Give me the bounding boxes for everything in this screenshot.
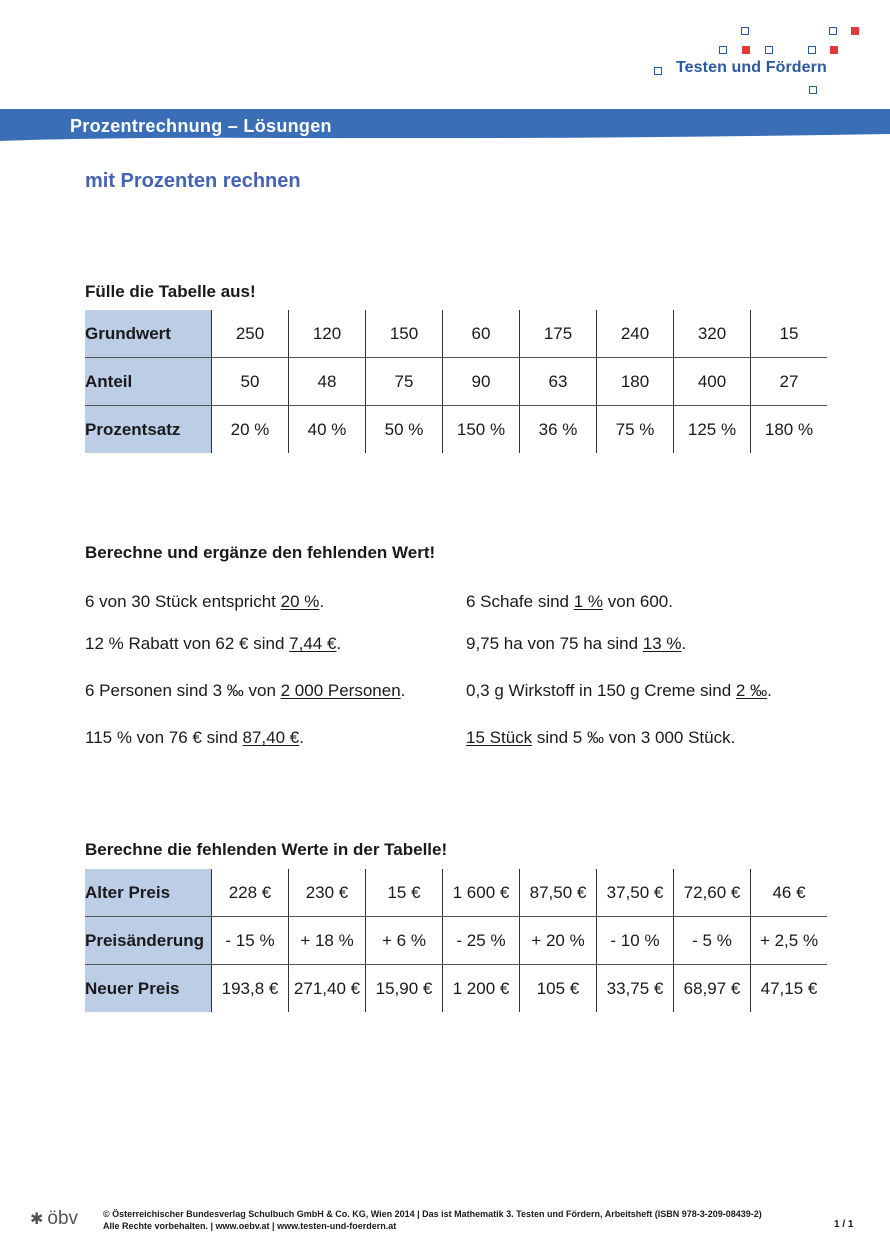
table-cell: 48 bbox=[289, 358, 366, 406]
row-label: Alter Preis bbox=[85, 869, 212, 917]
logo-square-icon bbox=[741, 27, 749, 35]
table-cell: 1 200 € bbox=[443, 965, 520, 1013]
exercise-line bbox=[466, 634, 686, 654]
exercise-text: 6 Schafe sind bbox=[466, 592, 574, 611]
logo-square-icon bbox=[809, 86, 817, 94]
table-cell: + 2,5 % bbox=[751, 917, 828, 965]
footer-line2: Alle Rechte vorbehalten. | www.oebv.at | www.testen-und-foerdern.at bbox=[103, 1221, 397, 1231]
table-cell: 1 600 € bbox=[443, 869, 520, 917]
table-cell: 125 % bbox=[674, 406, 751, 454]
exercise-text: 115 % von 76 € sind bbox=[85, 728, 243, 747]
table-cell: + 18 % bbox=[289, 917, 366, 965]
table-cell: 87,50 € bbox=[520, 869, 597, 917]
table-cell: 15 € bbox=[366, 869, 443, 917]
exercise-answer: 15 Stück bbox=[466, 728, 533, 747]
exercise-line bbox=[85, 681, 405, 701]
table-cell: 63 bbox=[520, 358, 597, 406]
table-cell: 400 bbox=[674, 358, 751, 406]
testen-und-foerdern-logo bbox=[650, 22, 870, 100]
table-cell: 240 bbox=[597, 310, 674, 358]
row-label: Preisänderung bbox=[85, 917, 212, 965]
table-row bbox=[85, 310, 827, 358]
exercise-line bbox=[466, 681, 772, 701]
exercise-answer: 2 000 Personen bbox=[280, 681, 401, 700]
section3-heading: Berechne die fehlenden Werte in der Tabelle! bbox=[85, 840, 448, 859]
logo-square-icon bbox=[719, 46, 727, 54]
exercise-text: 9,75 ha von 75 ha sind bbox=[466, 634, 643, 653]
price-table-body bbox=[85, 869, 827, 1012]
table-cell: 36 % bbox=[520, 406, 597, 454]
publisher-star-icon: ✱ bbox=[30, 1211, 44, 1228]
table-cell: 193,8 € bbox=[212, 965, 289, 1013]
exercise-answer: 7,44 € bbox=[289, 634, 337, 653]
exercise-answer: 2 ‰ bbox=[735, 681, 768, 700]
footer-line1: © Österreichischer Bundesverlag Schulbuch GmbH & Co. KG, Wien 2014 | Das ist Mathematik 3. Testen und Fördern, Arbeitsheft (ISBN 978-3-209-08439-2) bbox=[103, 1209, 762, 1219]
logo-text: Testen und Fördern bbox=[676, 59, 827, 76]
table-cell: 68,97 € bbox=[674, 965, 751, 1013]
table-cell: 320 bbox=[674, 310, 751, 358]
exercise-answer: 1 % bbox=[573, 592, 604, 611]
table-cell: 175 bbox=[520, 310, 597, 358]
row-label: Anteil bbox=[85, 358, 212, 406]
table-cell: 46 € bbox=[751, 869, 828, 917]
exercise-text: . bbox=[681, 634, 687, 653]
table-row bbox=[85, 358, 827, 406]
table-cell: - 15 % bbox=[212, 917, 289, 965]
table-cell: 250 bbox=[212, 310, 289, 358]
publisher-brand: öbv bbox=[47, 1208, 79, 1229]
table-cell: 27 bbox=[751, 358, 828, 406]
table-cell: 230 € bbox=[289, 869, 366, 917]
table-cell: 50 bbox=[212, 358, 289, 406]
table-cell: 15,90 € bbox=[366, 965, 443, 1013]
publisher-logo bbox=[30, 1208, 78, 1230]
percentage-table-body bbox=[85, 310, 827, 453]
table-row bbox=[85, 917, 827, 965]
table-cell: + 6 % bbox=[366, 917, 443, 965]
table-cell: - 25 % bbox=[443, 917, 520, 965]
table-cell: 120 bbox=[289, 310, 366, 358]
table-cell: 20 % bbox=[212, 406, 289, 454]
logo-square-icon bbox=[830, 46, 838, 54]
table-cell: + 20 % bbox=[520, 917, 597, 965]
exercise-text: . bbox=[400, 681, 406, 700]
exercise-text: . bbox=[299, 728, 304, 747]
table-cell: 75 bbox=[366, 358, 443, 406]
row-label: Neuer Preis bbox=[85, 965, 212, 1013]
row-label: Prozentsatz bbox=[85, 406, 212, 454]
page-number: 1 / 1 bbox=[834, 1219, 854, 1230]
table-cell: 105 € bbox=[520, 965, 597, 1013]
page-title: Prozentrechnung – Lösungen bbox=[70, 116, 332, 136]
exercise-text: von 600. bbox=[603, 592, 673, 611]
table-cell: 180 % bbox=[751, 406, 828, 454]
page-subtitle: mit Prozenten rechnen bbox=[85, 170, 301, 192]
table-cell: 90 bbox=[443, 358, 520, 406]
table-cell: 37,50 € bbox=[597, 869, 674, 917]
table-cell: 72,60 € bbox=[674, 869, 751, 917]
table-row bbox=[85, 406, 827, 454]
logo-square-icon bbox=[829, 27, 837, 35]
table-cell: 75 % bbox=[597, 406, 674, 454]
table-cell: 15 bbox=[751, 310, 828, 358]
exercise-text: 0,3 g Wirkstoff in 150 g Creme sind bbox=[466, 681, 736, 700]
exercise-line bbox=[466, 728, 735, 748]
table-cell: - 5 % bbox=[674, 917, 751, 965]
logo-square-icon bbox=[654, 67, 662, 75]
exercise-line bbox=[85, 592, 324, 612]
footer-copyright bbox=[103, 1208, 762, 1232]
exercise-line bbox=[85, 728, 304, 748]
exercise-text: sind 5 ‰ von 3 000 Stück. bbox=[532, 728, 736, 747]
table-cell: - 10 % bbox=[597, 917, 674, 965]
table-cell: 150 % bbox=[443, 406, 520, 454]
table-cell: 271,40 € bbox=[289, 965, 366, 1013]
exercise-text: . bbox=[767, 681, 772, 700]
exercise-answer: 87,40 € bbox=[242, 728, 300, 747]
logo-square-icon bbox=[765, 46, 773, 54]
exercise-text: . bbox=[336, 634, 342, 653]
section2-heading: Berechne und ergänze den fehlenden Wert! bbox=[85, 543, 436, 562]
table-cell: 180 bbox=[597, 358, 674, 406]
exercise-text: 12 % Rabatt von 62 € sind bbox=[85, 634, 290, 653]
table-cell: 228 € bbox=[212, 869, 289, 917]
price-table bbox=[85, 869, 827, 1012]
exercise-answer: 20 % bbox=[280, 592, 320, 611]
table-cell: 150 bbox=[366, 310, 443, 358]
percentage-table bbox=[85, 310, 827, 453]
table-row bbox=[85, 965, 827, 1013]
table-cell: 60 bbox=[443, 310, 520, 358]
table-cell: 50 % bbox=[366, 406, 443, 454]
exercise-text: . bbox=[319, 592, 325, 611]
logo-square-icon bbox=[808, 46, 816, 54]
exercise-line bbox=[466, 592, 673, 612]
exercise-text: 6 von 30 Stück entspricht bbox=[85, 592, 281, 611]
exercise-text: 6 Personen sind 3 ‰ von bbox=[85, 681, 281, 700]
exercise-answer: 13 % bbox=[642, 634, 682, 653]
table-cell: 33,75 € bbox=[597, 965, 674, 1013]
exercise-line bbox=[85, 634, 341, 654]
row-label: Grundwert bbox=[85, 310, 212, 358]
logo-square-icon bbox=[742, 46, 750, 54]
section1-heading: Fülle die Tabelle aus! bbox=[85, 282, 256, 301]
table-row bbox=[85, 869, 827, 917]
table-cell: 40 % bbox=[289, 406, 366, 454]
logo-square-icon bbox=[851, 27, 859, 35]
table-cell: 47,15 € bbox=[751, 965, 828, 1013]
